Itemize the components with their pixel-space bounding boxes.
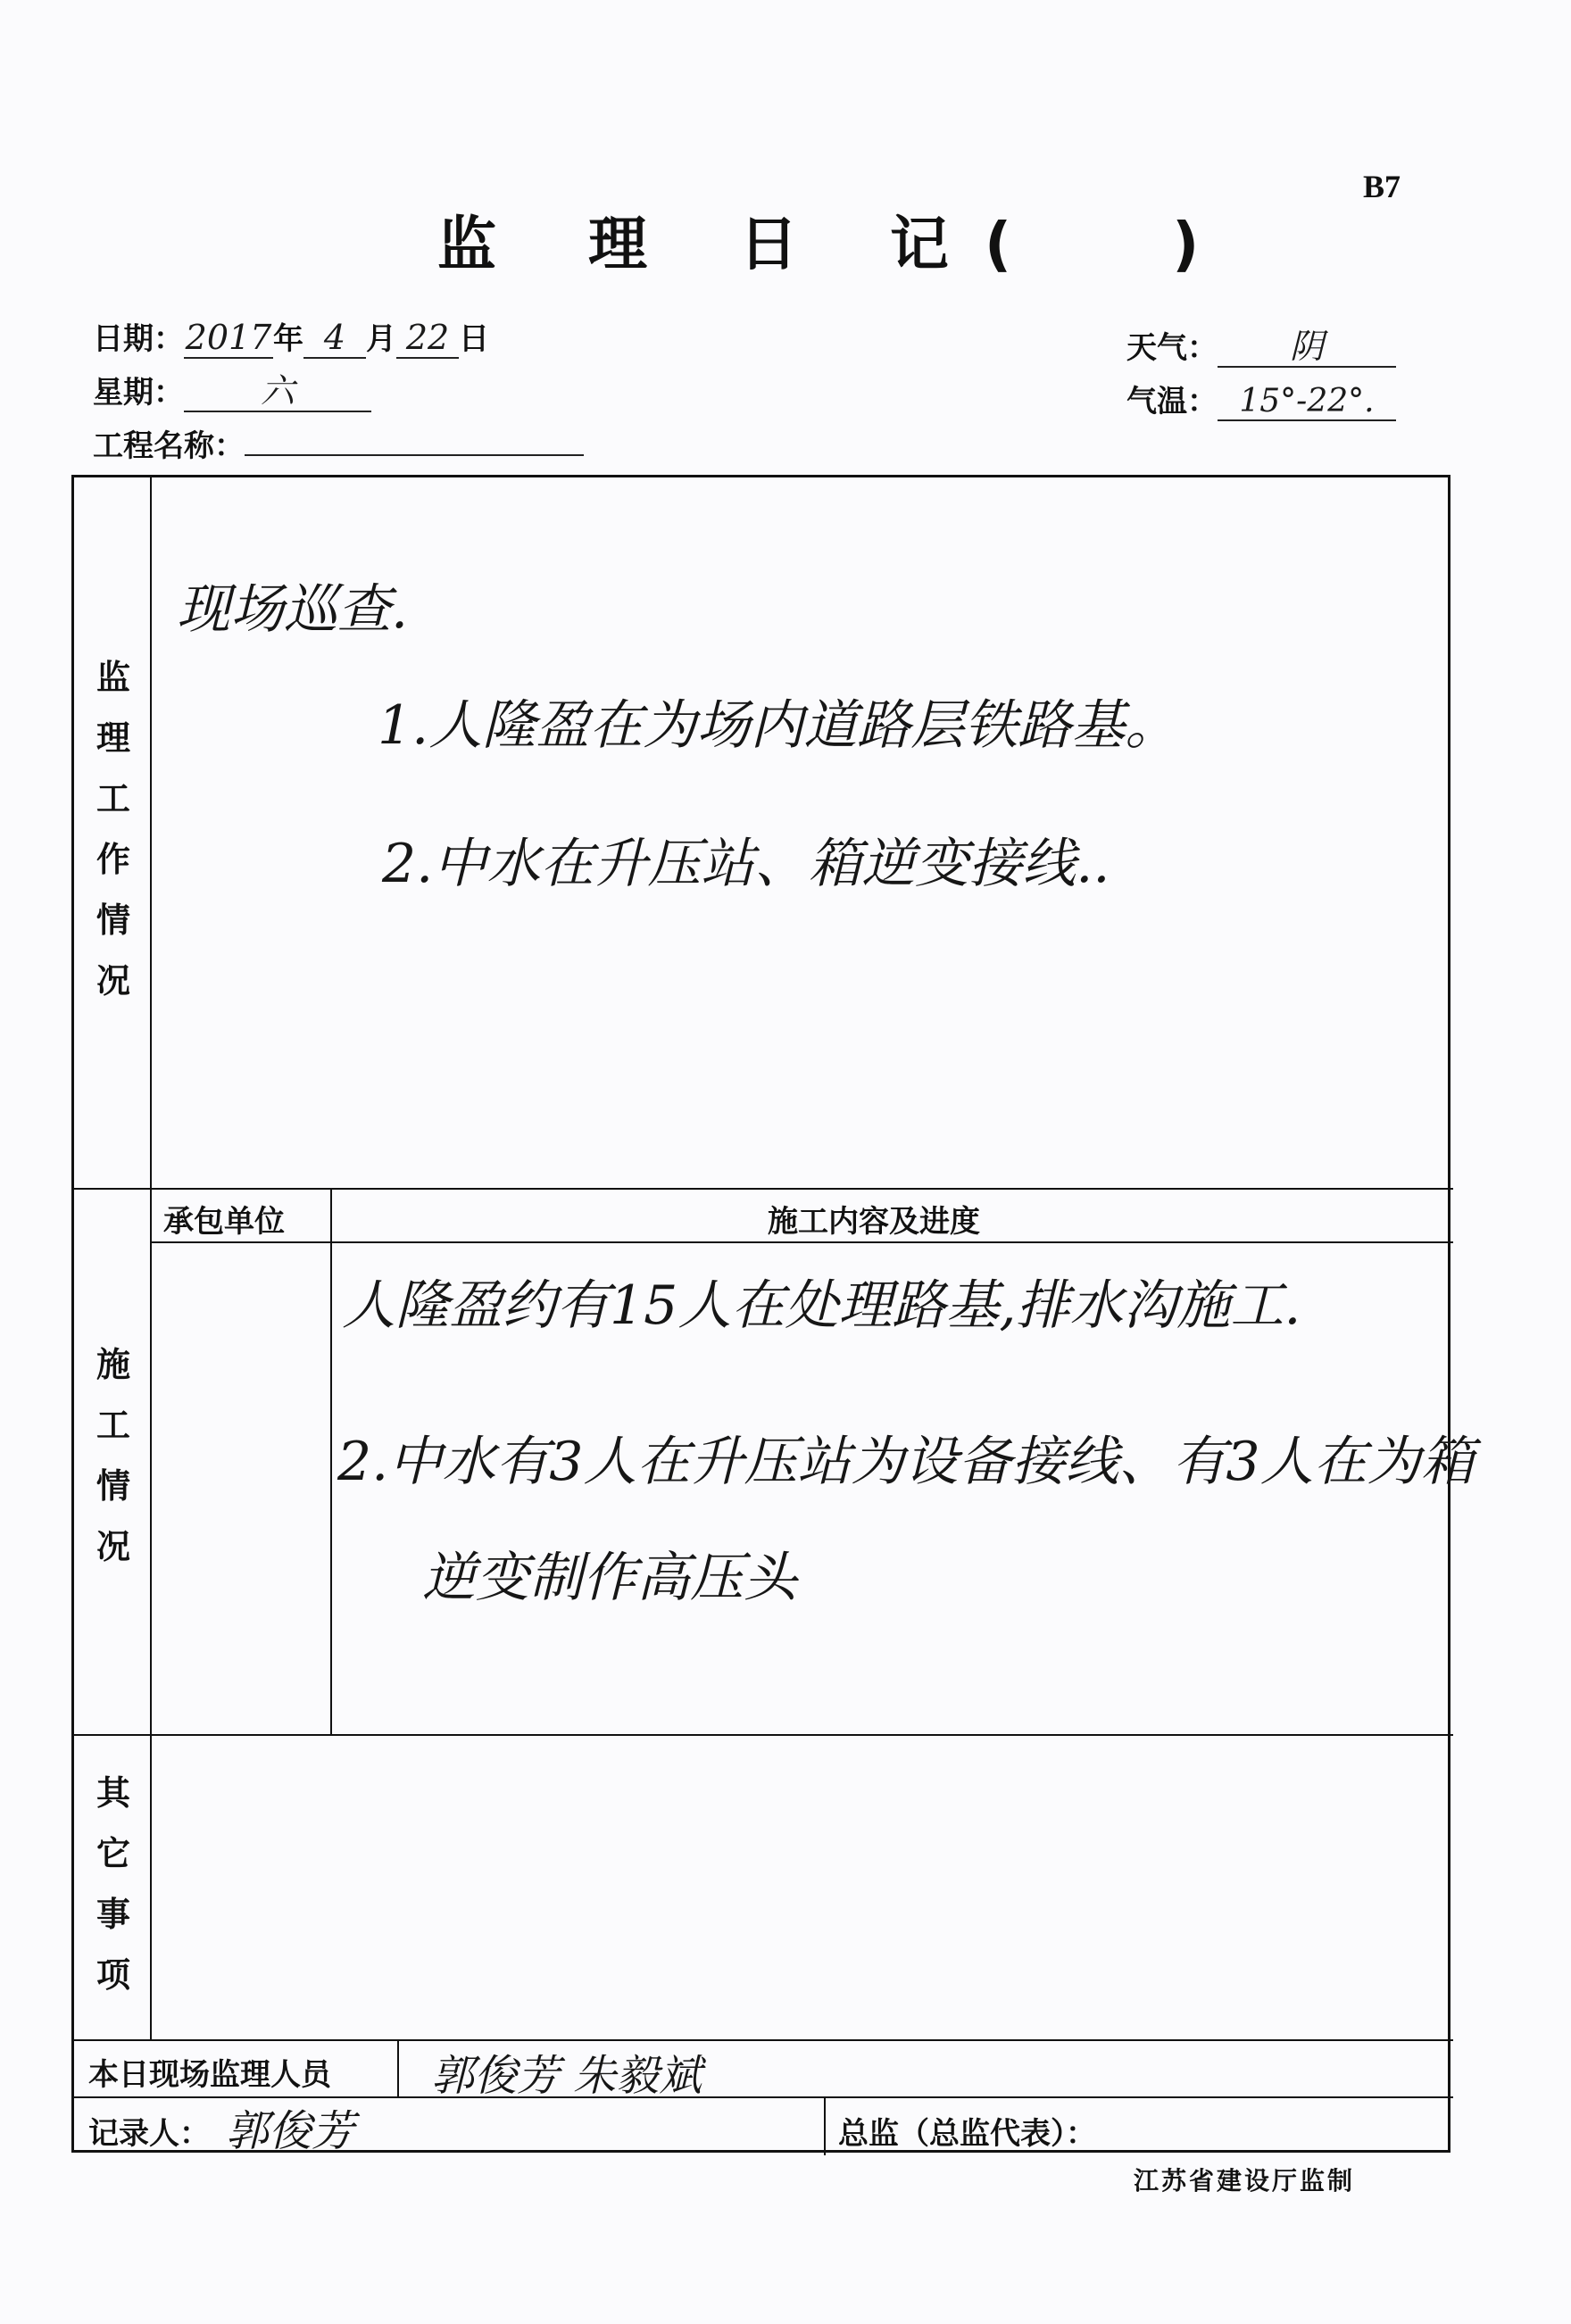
title-paren-open: ( [984,210,1012,278]
weather-field [1126,323,1396,368]
supervision-line: 1.人隆盈在为场内道路层铁路基。 [378,694,1179,757]
date-year: 2017 [185,318,272,357]
title-main: 监 理 日 记 [437,210,985,278]
recorder-label: 记录人： [88,2116,210,2152]
project-value [245,424,584,456]
weekday-value: 六 [184,373,371,412]
weekday-field [93,368,371,412]
supervision-line: 现场巡查. [177,578,409,641]
form-code: B7 [1363,169,1401,204]
temperature-field [1126,377,1396,421]
diary-table [71,475,1475,2156]
date-label: 日期： [93,321,184,357]
date-year-unit: 年 [273,321,303,357]
staff-signature: 郭俊芳 朱毅斌 [431,2051,702,2101]
chief-label: 总监（总监代表）： [838,2116,1096,2152]
supervision-section-label: 监 理 工 作 情 况 [96,658,130,1000]
title-paren-close: ) [1172,210,1200,278]
date-day: 22 [396,320,459,359]
construction-line: 人隆盈约有15人在处理路基,排水沟施工. [342,1274,1301,1337]
weather-label: 天气： [1126,330,1218,366]
construction-line: 2.中水有3人在升压站为设备接线、有3人在为箱 [337,1431,1475,1493]
date-day-unit: 日 [459,321,489,357]
issuer-note: 江苏省建设厅监制 [1134,2166,1356,2195]
page-title [437,196,1199,281]
temp-value: 15°-22°. [1218,384,1396,421]
weather-value: 阴 [1218,328,1396,368]
weekday-label: 星期： [93,375,184,411]
content-header: 施工内容及进度 [768,1204,980,1240]
temp-label: 气温： [1126,384,1218,419]
construction-line: 逆变制作高压头 [422,1547,797,1609]
other-section-label: 其 它 事 项 [96,1773,130,1995]
project-label: 工程名称： [93,428,245,464]
date-field [93,314,489,359]
date-month: 4 [303,320,366,359]
project-field [93,421,584,465]
staff-label: 本日现场监理人员 [88,2057,331,2093]
supervision-line: 2.中水在升压站、箱逆变接线.. [382,833,1110,895]
date-month-unit: 月 [366,321,396,357]
contractor-header: 承包单位 [163,1204,285,1240]
construction-section-label: 施 工 情 况 [96,1345,130,1566]
recorder-signature: 郭俊芳 [226,2106,355,2156]
